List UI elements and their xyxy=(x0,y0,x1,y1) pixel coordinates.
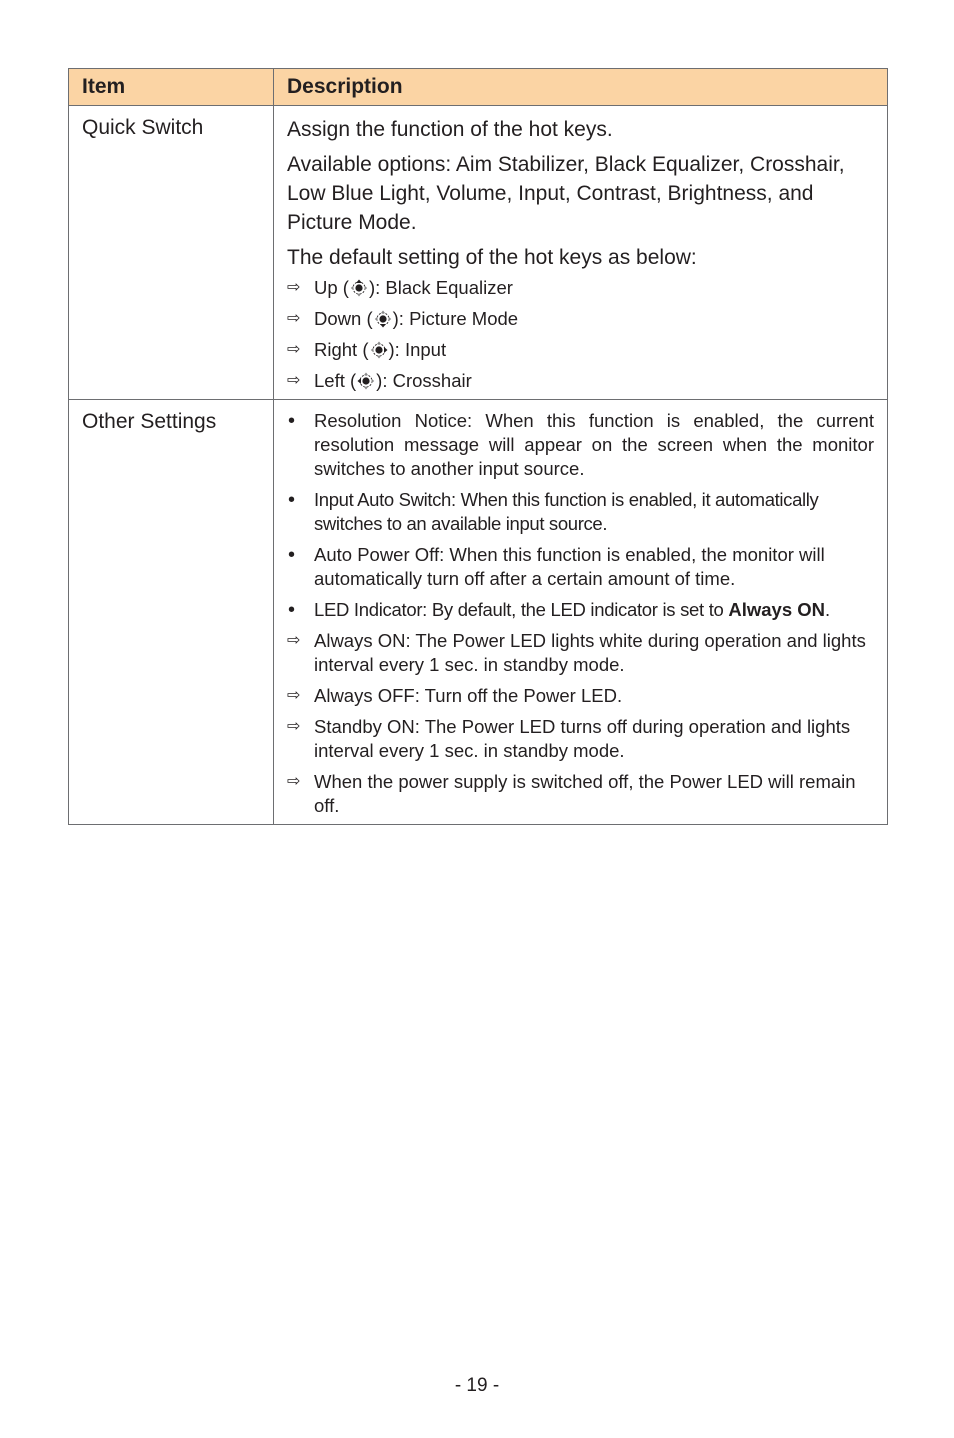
led-option-text: Always ON: The Power LED lights white during operation and lights interval every 1 sec. in standby mode. xyxy=(314,630,866,675)
led-prefix: LED Indicator: By default, the LED indicator is set to xyxy=(314,599,729,620)
bullet-item xyxy=(287,409,874,481)
hotkey-item-right: ⇨ Right ( ): Input xyxy=(287,339,447,360)
bullet-text: Input Auto Switch: When this function is enabled, it automatically switches to an available input source. xyxy=(314,489,819,534)
hotkey-item-left: ⇨ Left ( ): Crosshair xyxy=(287,370,472,391)
led-suffix: . xyxy=(825,599,831,620)
arrow-icon: ⇨ xyxy=(287,773,301,790)
description-paragraph: The default setting of the hot keys as below: xyxy=(287,246,697,269)
bullet-item xyxy=(287,543,874,591)
page-number: - 19 - xyxy=(454,1375,500,1396)
hotkey-item-up: ⇨ Up ( ): Black Equalizer xyxy=(287,277,513,298)
item-quick-switch: Quick Switch xyxy=(69,106,274,400)
bullet-dot: • xyxy=(288,489,296,511)
led-option-text: Always OFF: Turn off the Power LED. xyxy=(314,685,623,706)
joystick-down-icon xyxy=(374,310,392,328)
joystick-right-icon xyxy=(370,341,388,359)
bullet-dot: • xyxy=(288,599,296,621)
bullet-text: Resolution Notice: When this function is enabled, the current resolution message will appear on the screen when the monitor switches to another input source. xyxy=(314,410,874,479)
led-option-item xyxy=(287,684,874,708)
bullet-item xyxy=(287,488,874,536)
header-item: Item xyxy=(69,69,274,106)
led-option-text: When the power supply is switched off, the Power LED will remain off. xyxy=(314,771,856,816)
hotkey-direction: Up xyxy=(314,277,338,298)
arrow-icon: ⇨ xyxy=(287,372,301,389)
hotkey-function: Input xyxy=(404,339,447,360)
led-default-value: Always ON xyxy=(728,599,826,620)
hotkey-direction: Left xyxy=(314,370,345,391)
led-option-item xyxy=(287,770,874,818)
hotkey-function: Crosshair xyxy=(392,370,472,391)
table-row xyxy=(69,400,888,825)
settings-table xyxy=(68,68,888,825)
arrow-icon: ⇨ xyxy=(287,279,301,296)
arrow-icon: ⇨ xyxy=(287,687,301,704)
led-option-item xyxy=(287,629,874,677)
arrow-icon: ⇨ xyxy=(287,632,301,649)
joystick-left-icon xyxy=(357,372,375,390)
table-row xyxy=(69,106,888,400)
joystick-up-icon xyxy=(350,279,368,297)
arrow-icon: ⇨ xyxy=(287,310,301,327)
description-quick-switch xyxy=(274,106,888,400)
bullet-dot: • xyxy=(288,410,296,432)
led-option-item xyxy=(287,715,874,763)
hotkey-direction: Right xyxy=(314,339,358,360)
led-option-text: Standby ON: The Power LED turns off during operation and lights interval every 1 sec. in standby mode. xyxy=(314,716,851,761)
header-description: Description xyxy=(274,69,888,106)
arrow-icon: ⇨ xyxy=(287,718,301,735)
description-paragraph: Assign the function of the hot keys. xyxy=(287,118,613,141)
hotkey-function: Picture Mode xyxy=(409,308,519,329)
hotkey-function: Black Equalizer xyxy=(385,277,513,298)
arrow-icon: ⇨ xyxy=(287,341,301,358)
item-other-settings: Other Settings xyxy=(69,400,274,825)
hotkey-direction: Down xyxy=(314,308,362,329)
table-header-row xyxy=(69,69,888,106)
bullet-dot: • xyxy=(288,544,296,566)
description-paragraph: Available options: Aim Stabilizer, Black Equalizer, Crosshair, Low Blue Light, Volume, Input, Contrast, Brightness, and Picture Mode. xyxy=(287,153,845,234)
bullet-text: Auto Power Off: When this function is enabled, the monitor will automatically turn off after a certain amount of time. xyxy=(314,544,825,589)
hotkey-item-down: ⇨ Down ( ): Picture Mode xyxy=(287,308,519,329)
bullet-item-led xyxy=(287,598,874,622)
description-other-settings xyxy=(274,400,888,825)
